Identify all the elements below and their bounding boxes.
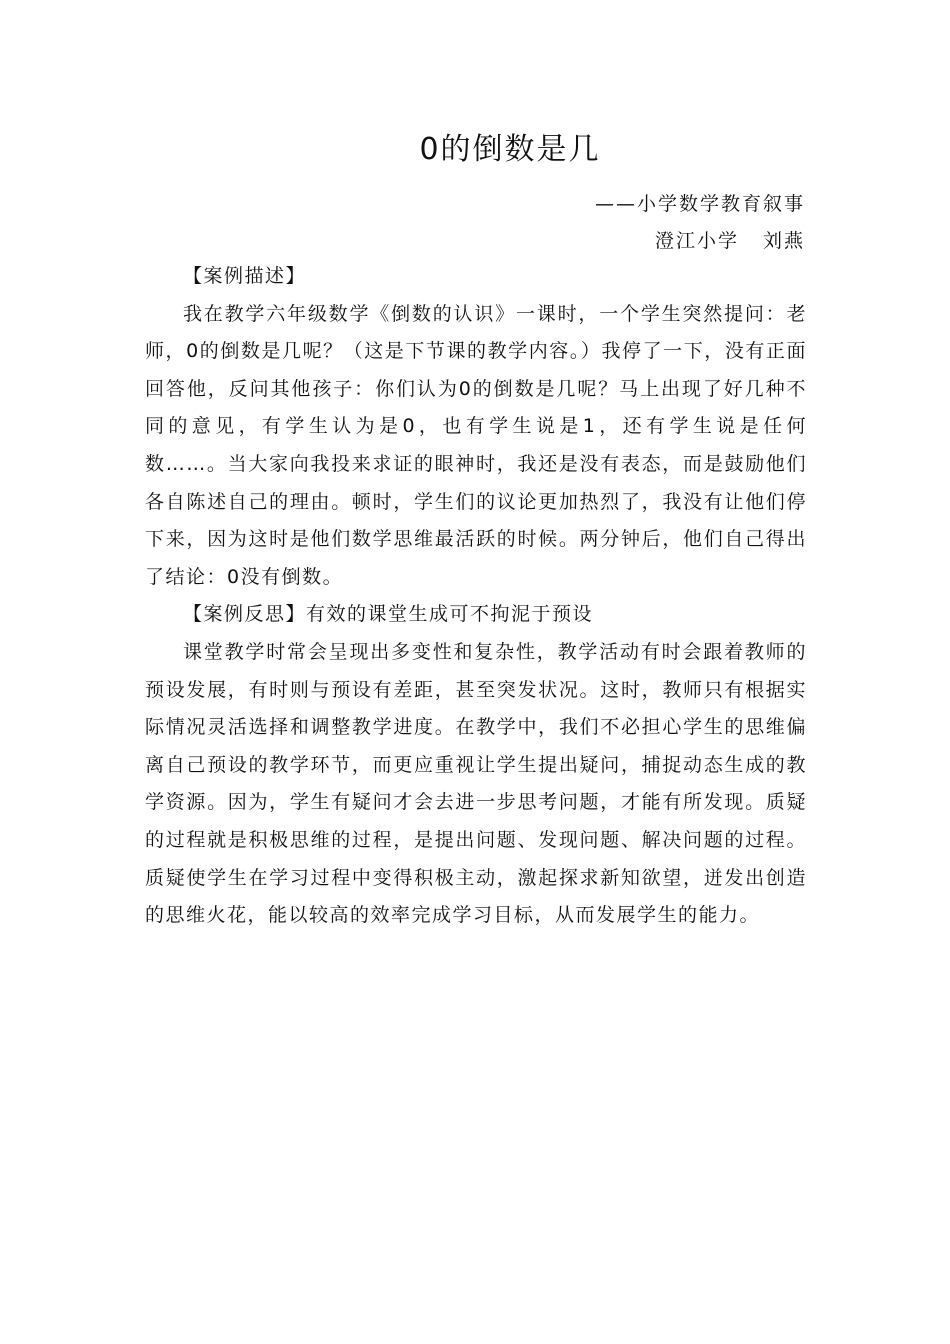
paragraph-description: 我在教学六年级数学《倒数的认识》一课时，一个学生突然提问：老师，0的倒数是几呢？（这是下节课的教学内容。）我停了一下，没有正面回答他，反问其他孩子：你们认为0的倒数是几呢？马上出现了好几种不同的意见，有学生认为是0，也有学生说是1，还有学生说是任何数……。当大家向我投来求证的眼神时，我还是没有表态，而是鼓励他们各自陈述自己的理由。顿时，学生们的议论更加热烈了，我没有让他们停下来，因为这时是他们数学思维最活跃的时候。两分钟后，他们自己得出了结论：0没有倒数。: [145, 302, 807, 588]
document-body: [145, 258, 807, 935]
section-heading-reflection: 【案例反思】有效的课堂生成可不拘泥于预设: [183, 603, 594, 626]
paragraph-reflection: 课堂教学时常会呈现出多变性和复杂性，教学活动有时会跟着教师的预设发展，有时则与预设有差距，甚至突发状况。这时，教师只有根据实际情况灵活选择和调整教学进度。在教学中，我们不必担心学生的思维偏离自己预设的教学环节，而更应重视让学生提出疑问，捕捉动态生成的教学资源。因为，学生有疑问才会去进一步思考问题，才能有所发现。质疑的过程就是积极思维的过程，是提出问题、发现问题、解决问题的过程。质疑使学生在学习过程中变得积极主动，激起探求新知欲望，迸发出创造的思维火花，能以较高的效率完成学习目标，从而发展学生的能力。: [145, 640, 807, 927]
document-title: 0的倒数是几: [419, 132, 601, 167]
section-heading-description: 【案例描述】: [183, 265, 307, 287]
document-subtitle: ——小学数学教育叙事: [594, 193, 805, 215]
author-line: [655, 226, 805, 256]
author-school: 澄江小学: [654, 230, 739, 252]
author-name: 刘燕: [762, 230, 805, 252]
